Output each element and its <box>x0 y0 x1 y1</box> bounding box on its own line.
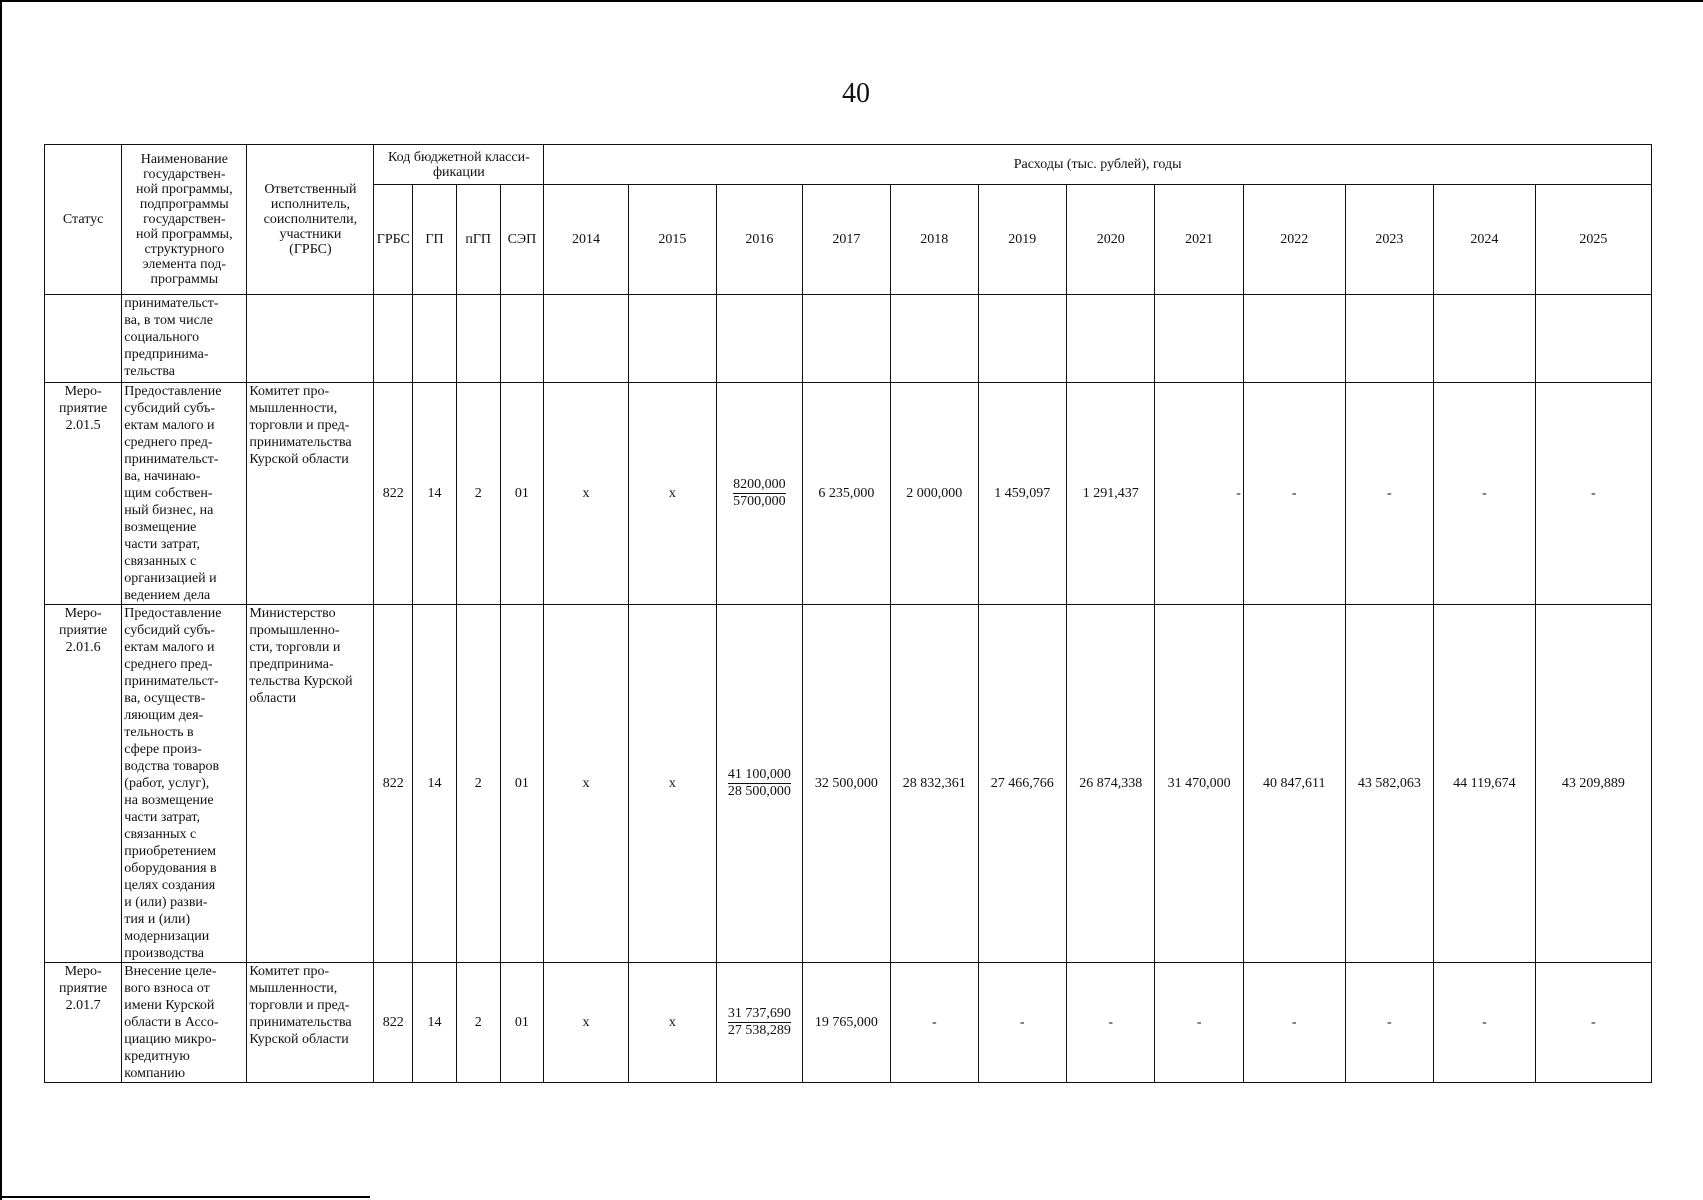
text-line: части затрат, <box>124 537 200 552</box>
text-line: принимательства <box>249 435 352 450</box>
text-line: Внесение целе- <box>124 964 217 979</box>
value-2015-cell: х <box>628 605 716 963</box>
text-line: исполнитель, <box>270 197 351 212</box>
code-sep-cell <box>500 295 544 383</box>
value-2017-cell: 19 765,000 <box>802 963 890 1083</box>
text-line: среднего пред- <box>124 657 213 672</box>
text-line: структурного <box>144 242 225 257</box>
text-line: водства товаров <box>124 759 220 774</box>
text-line: Наименование <box>140 152 228 167</box>
code-sep-cell: 01 <box>500 605 544 963</box>
header-year: 2020 <box>1066 185 1154 295</box>
budget-table <box>44 144 1652 1083</box>
text-line: организацией и <box>124 571 217 586</box>
value-2022-cell <box>1243 295 1345 383</box>
header-year: 2025 <box>1535 185 1651 295</box>
text-line: приобретением <box>124 844 216 859</box>
text-line: государствен- <box>143 212 226 227</box>
text-line: 2.01.6 <box>65 640 101 655</box>
text-line: ва, начинаю- <box>124 469 201 484</box>
table-row <box>45 295 1652 383</box>
text-line: принимательст- <box>124 452 219 467</box>
text-line: компанию <box>124 1066 186 1081</box>
code-pgp-cell: 2 <box>456 605 500 963</box>
value-2015-cell: х <box>628 383 716 605</box>
code-gp-cell <box>413 295 457 383</box>
text-line: ляющим дея- <box>124 708 204 723</box>
value-2017-cell: 6 235,000 <box>802 383 890 605</box>
text-line: (работ, услуг), <box>124 776 210 791</box>
text-line: Министерство <box>249 606 336 621</box>
header-executor <box>247 145 374 295</box>
text-line: участники <box>279 227 342 242</box>
code-grbs-cell: 822 <box>374 605 413 963</box>
header-budget-code <box>374 145 544 185</box>
text-line: тельность в <box>124 725 194 740</box>
text-line: Меро- <box>64 964 102 979</box>
text-line: ной программы, <box>136 182 233 197</box>
text-line: социального <box>124 330 200 345</box>
status-cell <box>45 963 122 1083</box>
text-line: на возмещение <box>124 793 214 808</box>
code-sep-cell: 01 <box>500 963 544 1083</box>
value-2023-cell: 43 582,063 <box>1345 605 1433 963</box>
executor-cell <box>247 295 374 383</box>
text-line: субсидий субъ- <box>124 623 216 638</box>
text-line: принимательст- <box>124 296 219 311</box>
text-line: предпринима- <box>124 347 209 362</box>
value-2025-cell: - <box>1535 383 1651 605</box>
executor-cell <box>247 383 374 605</box>
value-2019-cell: - <box>978 963 1066 1083</box>
text-line: Предоставление <box>124 606 222 621</box>
text-line: торговли и пред- <box>249 418 350 433</box>
value-2022-cell: - <box>1243 383 1345 605</box>
fraction-numerator: 41 100,000 <box>727 767 791 782</box>
value-2017-cell: 32 500,000 <box>802 605 890 963</box>
code-pgp-cell: 2 <box>456 383 500 605</box>
value-2014-cell: х <box>544 963 628 1083</box>
executor-cell <box>247 963 374 1083</box>
status-cell <box>45 605 122 963</box>
value-2024-cell: - <box>1434 383 1536 605</box>
text-line: тельства <box>124 364 175 379</box>
top-border-line <box>0 0 1703 2</box>
text-line: принимательст- <box>124 674 219 689</box>
status-cell <box>45 383 122 605</box>
text-line: и (или) разви- <box>124 895 208 910</box>
text-line: торговли и пред- <box>249 998 350 1013</box>
text-line: программы <box>150 272 219 287</box>
code-gp-cell: 14 <box>413 963 457 1083</box>
text-line: Меро- <box>64 606 102 621</box>
value-2016-cell <box>717 383 802 605</box>
value-2014-cell: х <box>544 383 628 605</box>
text-line: связанных с <box>124 554 197 569</box>
header-year: 2017 <box>802 185 890 295</box>
text-line: возмещение <box>124 520 197 535</box>
text-line: ный бизнес, на <box>124 503 214 518</box>
header-status: Статус <box>45 145 122 295</box>
value-2015-cell <box>628 295 716 383</box>
value-2021-cell: - <box>1155 383 1243 605</box>
text-line: целях создания <box>124 878 216 893</box>
value-2015-cell: х <box>628 963 716 1083</box>
code-grbs-cell: 822 <box>374 963 413 1083</box>
text-line: субсидий субъ- <box>124 401 216 416</box>
value-2019-cell: 27 466,766 <box>978 605 1066 963</box>
text-line: связанных с <box>124 827 197 842</box>
executor-cell <box>247 605 374 963</box>
text-line: Предоставление <box>124 384 222 399</box>
text-line: сти, торговли и <box>249 640 341 655</box>
code-gp-cell: 14 <box>413 605 457 963</box>
fraction-value <box>733 477 786 510</box>
value-2025-cell: - <box>1535 963 1651 1083</box>
status-cell <box>45 295 122 383</box>
value-2020-cell: 26 874,338 <box>1066 605 1154 963</box>
code-pgp-cell <box>456 295 500 383</box>
text-line: Комитет про- <box>249 384 330 399</box>
text-line: Код бюджетной класси- <box>388 149 530 165</box>
header-code-pgp: пГП <box>456 185 500 295</box>
text-line: элемента под- <box>142 257 227 272</box>
text-line: соисполнители, <box>263 212 358 227</box>
text-line: 2.01.7 <box>65 998 101 1013</box>
text-line: Курской области <box>249 452 349 467</box>
value-2018-cell: 2 000,000 <box>891 383 978 605</box>
text-line: тельства Курской <box>249 674 353 689</box>
text-line: ектам малого и <box>124 418 215 433</box>
text-line: циацию микро- <box>124 1032 217 1047</box>
table-body <box>45 295 1652 1083</box>
fraction-denominator: 5700,000 <box>733 494 786 509</box>
name-cell <box>122 295 247 383</box>
text-line: тия и (или) <box>124 912 191 927</box>
left-border-line <box>0 0 2 1200</box>
fraction-denominator: 27 538,289 <box>727 1023 791 1038</box>
bottom-scan-line <box>0 1196 370 1198</box>
fraction-value <box>728 1006 791 1039</box>
text-line: (ГРБС) <box>289 242 332 257</box>
code-grbs-cell: 822 <box>374 383 413 605</box>
text-line: Комитет про- <box>249 964 330 979</box>
header-code-sep: СЭП <box>500 185 544 295</box>
fraction-numerator: 31 737,690 <box>727 1006 791 1021</box>
text-line: производства <box>124 946 205 961</box>
table-row <box>45 963 1652 1083</box>
value-2018-cell: - <box>891 963 978 1083</box>
text-line: кредитную <box>124 1049 190 1064</box>
text-line: подпрограммы <box>139 197 229 212</box>
text-line: оборудования в <box>124 861 217 876</box>
header-name <box>122 145 247 295</box>
value-2016-cell <box>717 295 802 383</box>
fraction-numerator: 8200,000 <box>733 477 786 492</box>
text-line: ной программы, <box>136 227 233 242</box>
text-line: ведением дела <box>124 588 211 603</box>
text-line: промышленно- <box>249 623 340 638</box>
page-number: 40 <box>842 78 870 109</box>
header-year: 2015 <box>628 185 716 295</box>
text-line: области <box>249 691 297 706</box>
fraction-value <box>728 767 791 800</box>
header-year: 2024 <box>1434 185 1536 295</box>
header-year: 2021 <box>1155 185 1243 295</box>
value-2021-cell <box>1155 295 1243 383</box>
header-year: 2016 <box>717 185 802 295</box>
value-2021-cell: 31 470,000 <box>1155 605 1243 963</box>
code-sep-cell: 01 <box>500 383 544 605</box>
name-cell <box>122 383 247 605</box>
text-line: ва, осуществ- <box>124 691 206 706</box>
text-line: мышленности, <box>249 981 338 996</box>
text-line: государствен- <box>143 167 226 182</box>
value-2023-cell: - <box>1345 383 1433 605</box>
value-2020-cell <box>1066 295 1154 383</box>
value-2018-cell: 28 832,361 <box>891 605 978 963</box>
value-2020-cell: 1 291,437 <box>1066 383 1154 605</box>
header-code-grbs: ГРБС <box>374 185 413 295</box>
value-2019-cell: 1 459,097 <box>978 383 1066 605</box>
text-line: 2.01.5 <box>65 418 101 433</box>
value-2023-cell <box>1345 295 1433 383</box>
code-pgp-cell: 2 <box>456 963 500 1083</box>
text-line: приятие <box>59 981 108 996</box>
name-cell <box>122 605 247 963</box>
value-2016-cell <box>717 605 802 963</box>
text-line: сфере произ- <box>124 742 202 757</box>
text-line: мышленности, <box>249 401 338 416</box>
value-2014-cell <box>544 295 628 383</box>
header-year: 2023 <box>1345 185 1433 295</box>
value-2014-cell: х <box>544 605 628 963</box>
text-line: части затрат, <box>124 810 200 825</box>
text-line: Ответственный <box>264 182 357 197</box>
text-line: среднего пред- <box>124 435 213 450</box>
value-2025-cell: 43 209,889 <box>1535 605 1651 963</box>
value-2020-cell: - <box>1066 963 1154 1083</box>
code-grbs-cell <box>374 295 413 383</box>
table-row <box>45 383 1652 605</box>
value-2024-cell: 44 119,674 <box>1434 605 1536 963</box>
header-year: 2019 <box>978 185 1066 295</box>
text-line: ектам малого и <box>124 640 215 655</box>
value-2021-cell: - <box>1155 963 1243 1083</box>
fraction-denominator: 28 500,000 <box>727 784 791 799</box>
value-2018-cell <box>891 295 978 383</box>
value-2025-cell <box>1535 295 1651 383</box>
text-line: щим собствен- <box>124 486 213 501</box>
table-row <box>45 605 1652 963</box>
value-2022-cell: - <box>1243 963 1345 1083</box>
code-gp-cell: 14 <box>413 383 457 605</box>
text-line: Меро- <box>64 384 102 399</box>
text-line: предпринима- <box>249 657 334 672</box>
header-year: 2018 <box>891 185 978 295</box>
text-line: ва, в том числе <box>124 313 214 328</box>
name-cell <box>122 963 247 1083</box>
text-line: фикации <box>432 164 485 180</box>
text-line: имени Курской <box>124 998 215 1013</box>
text-line: вого взноса от <box>124 981 210 996</box>
text-line: приятие <box>59 623 108 638</box>
text-line: приятие <box>59 401 108 416</box>
text-line: модернизации <box>124 929 210 944</box>
value-2017-cell <box>802 295 890 383</box>
text-line: принимательства <box>249 1015 352 1030</box>
header-code-gp: ГП <box>413 185 457 295</box>
value-2024-cell: - <box>1434 963 1536 1083</box>
value-2024-cell <box>1434 295 1536 383</box>
text-line: области в Ассо- <box>124 1015 219 1030</box>
text-line: Курской области <box>249 1032 349 1047</box>
header-expenses: Расходы (тыс. рублей), годы <box>544 145 1652 185</box>
header-year: 2014 <box>544 185 628 295</box>
value-2019-cell <box>978 295 1066 383</box>
value-2022-cell: 40 847,611 <box>1243 605 1345 963</box>
header-year: 2022 <box>1243 185 1345 295</box>
value-2016-cell <box>717 963 802 1083</box>
value-2023-cell: - <box>1345 963 1433 1083</box>
